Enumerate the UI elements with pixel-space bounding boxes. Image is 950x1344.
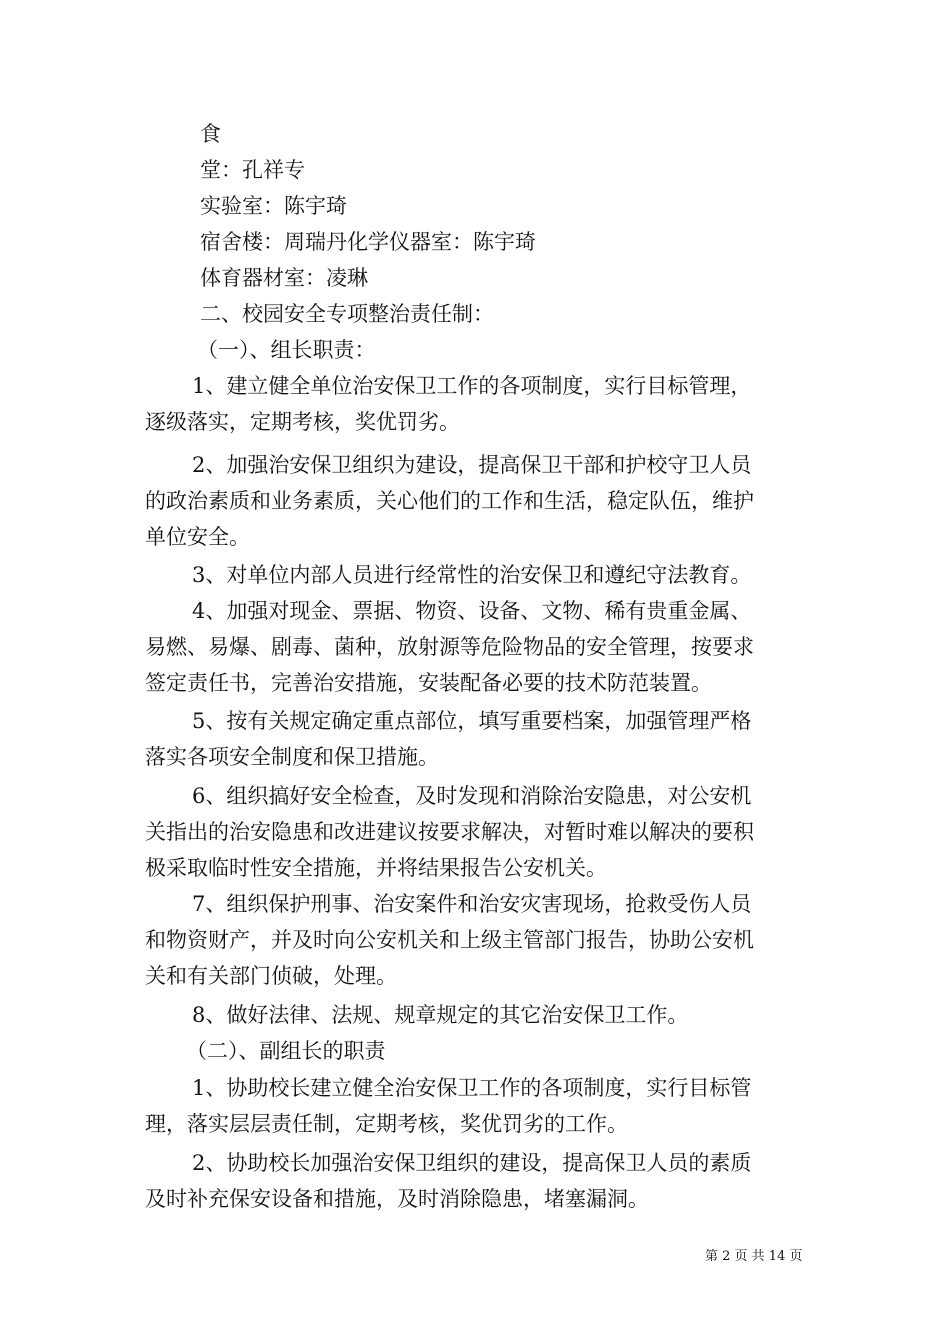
text-line: 和物资财产，并及时向公安机关和上级主管部门报告，协助公安机 xyxy=(145,928,754,952)
text-line: 6、组织搞好安全检查，及时发现和消除治安隐患，对公安机 xyxy=(192,784,752,808)
text-line: 食 xyxy=(200,122,221,146)
text-line: 的政治素质和业务素质，关心他们的工作和生活，稳定队伍，维护 xyxy=(145,489,754,513)
text-line: 5、按有关规定确定重点部位，填写重要档案，加强管理严格 xyxy=(192,709,752,733)
text-line: 逐级落实，定期考核，奖优罚劣。 xyxy=(145,410,460,434)
text-line: 2、协助校长加强治安保卫组织的建设，提高保卫人员的素质 xyxy=(192,1151,752,1175)
subsection-heading: （二）、副组长的职责 xyxy=(186,1039,386,1063)
text-line: 8、做好法律、法规、规章规定的其它治安保卫工作。 xyxy=(192,1003,689,1027)
text-line: 4、加强对现金、票据、物资、设备、文物、稀有贵重金属、 xyxy=(192,599,752,623)
text-line: 及时补充保安设备和措施，及时消除隐患，堵塞漏洞。 xyxy=(145,1187,649,1211)
text-line: 体育器材室：凌琳 xyxy=(200,266,368,290)
text-line: 2、加强治安保卫组织为建设，提高保卫干部和护校守卫人员 xyxy=(192,453,752,477)
text-line: 关指出的治安隐患和改进建议按要求解决，对暂时难以解决的要积 xyxy=(145,820,754,844)
section-heading: 二、校园安全专项整治责任制： xyxy=(200,302,494,326)
text-line: 关和有关部门侦破，处理。 xyxy=(145,964,397,988)
text-line: 7、组织保护刑事、治安案件和治安灾害现场，抢救受伤人员 xyxy=(192,892,752,916)
text-line: 3、对单位内部人员进行经常性的治安保卫和遵纪守法教育。 xyxy=(192,563,752,587)
subsection-heading: （一）、组长职责： xyxy=(197,338,376,362)
text-line: 堂：孔祥专 xyxy=(200,158,305,182)
text-line: 易燃、易爆、剧毒、菌种，放射源等危险物品的安全管理，按要求 xyxy=(145,635,754,659)
text-line: 落实各项安全制度和保卫措施。 xyxy=(145,745,439,769)
text-line: 单位安全。 xyxy=(145,525,250,549)
page-number: 第 2 页 共 14 页 xyxy=(705,1249,803,1264)
text-line: 理，落实层层责任制，定期考核，奖优罚劣的工作。 xyxy=(145,1112,628,1136)
text-line: 1、协助校长建立健全治安保卫工作的各项制度，实行目标管 xyxy=(192,1076,752,1100)
text-line: 签定责任书，完善治安措施，安装配备必要的技术防范装置。 xyxy=(145,671,712,695)
text-line: 宿舍楼：周瑞丹化学仪器室：陈宇琦 xyxy=(200,230,536,254)
text-line: 实验室：陈宇琦 xyxy=(200,194,347,218)
text-line: 1、建立健全单位治安保卫工作的各项制度，实行目标管理， xyxy=(192,374,752,398)
text-line: 极采取临时性安全措施，并将结果报告公安机关。 xyxy=(145,856,607,880)
